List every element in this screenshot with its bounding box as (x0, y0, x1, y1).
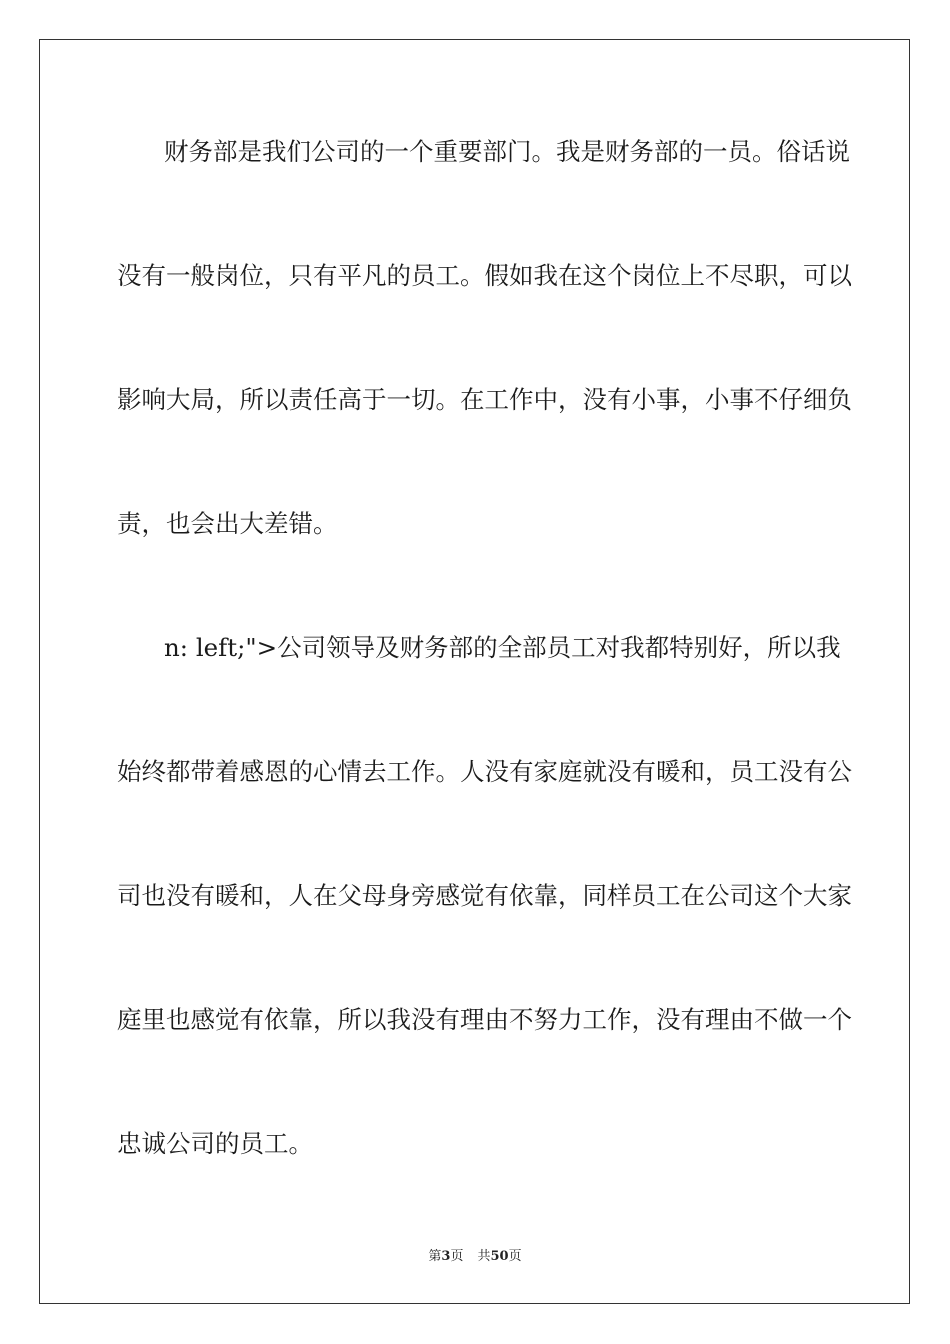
total-suffix: 页 (508, 1249, 522, 1264)
paragraph-1-line-2: 没有一般岗位，只有平凡的员工。假如我在这个岗位上不尽职，可以 (117, 261, 852, 290)
paragraph-1-line-1: 财务部是我们公司的一个重要部门。我是财务部的一员。俗话说 (164, 137, 850, 166)
paragraph-2-line-1: n: left;">公司领导及财务部的全部员工对我都特别好，所以我 (164, 633, 841, 662)
paragraph-2-line-5: 忠诚公司的员工。 (117, 1129, 313, 1158)
page-suffix: 页 (450, 1249, 464, 1264)
total-prefix: 共 (477, 1249, 491, 1264)
page-footer (0, 1248, 950, 1266)
paragraph-2-line-4: 庭里也感觉有依靠，所以我没有理由不努力工作，没有理由不做一个 (117, 1005, 852, 1034)
paragraph-2-line-3: 司也没有暖和，人在父母身旁感觉有依靠，同样员工在公司这个大家 (117, 881, 852, 910)
paragraph-1-line-3: 影响大局，所以责任高于一切。在工作中，没有小事，小事不仔细负 (117, 385, 852, 414)
page-prefix: 第 (428, 1249, 442, 1264)
page-border (39, 39, 910, 1304)
paragraph-1-line-4: 责，也会出大差错。 (117, 509, 338, 538)
paragraph-2-line-2: 始终都带着感恩的心情去工作。人没有家庭就没有暖和，员工没有公 (117, 757, 852, 786)
page-number: 3 (441, 1249, 451, 1264)
total-pages: 50 (490, 1249, 509, 1264)
